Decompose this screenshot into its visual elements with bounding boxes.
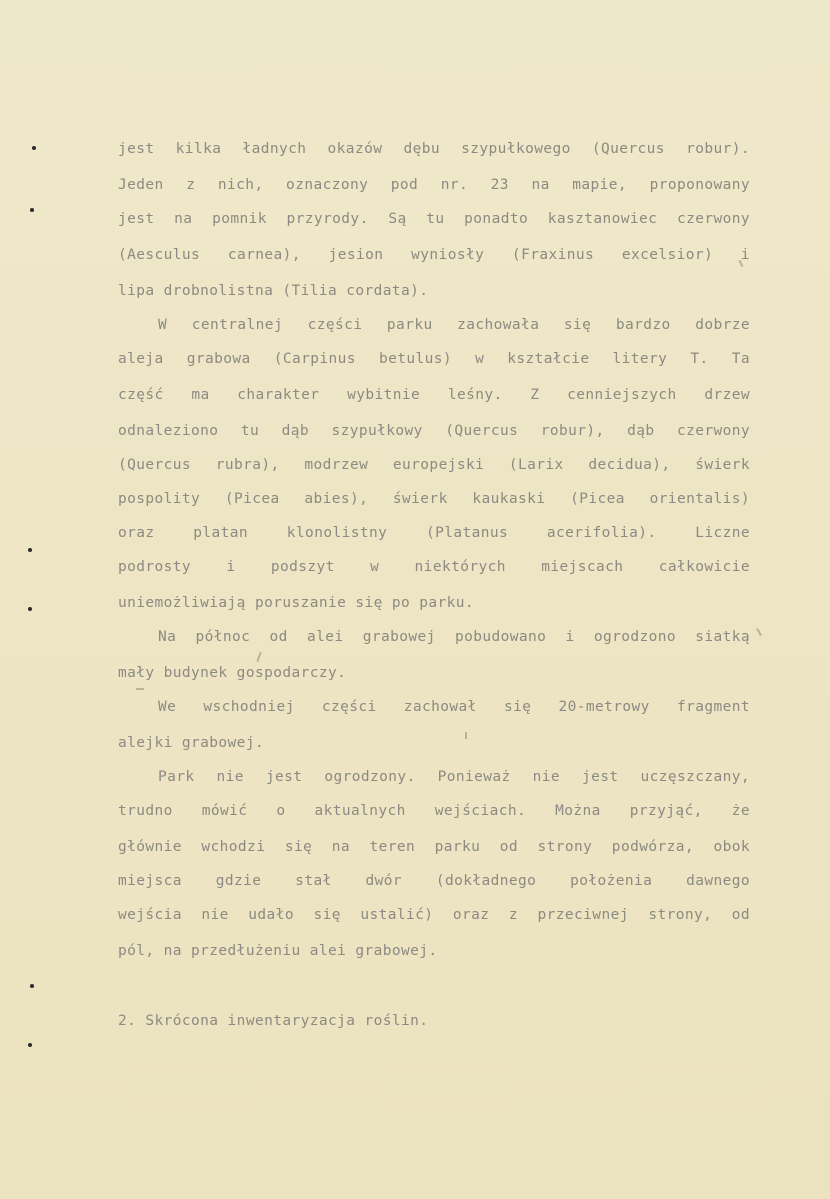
text-line: odnaleziono tu dąb szypułkowy (Quercus robur), dąb czerwony bbox=[118, 423, 750, 439]
text-line: mały budynek gospodarczy. bbox=[118, 665, 347, 681]
text-line: We wschodniej części zachował się 20-metrowy fragment bbox=[158, 699, 750, 715]
text-line: wejścia nie udało się ustalić) oraz z przeciwnej strony, od bbox=[118, 907, 750, 923]
binder-hole-mark bbox=[30, 208, 34, 212]
text-line: (Aesculus carnea), jesion wyniosły (Fraxinus excelsior) i bbox=[118, 247, 750, 263]
text-line: Jeden z nich, oznaczony pod nr. 23 na mapie, proponowany bbox=[118, 177, 750, 193]
text-line: uniemożliwiają poruszanie się po parku. bbox=[118, 595, 475, 611]
paper-speck bbox=[136, 688, 144, 690]
text-line: alejki grabowej. bbox=[118, 735, 265, 751]
text-line: pospolity (Picea abies), świerk kaukaski (Picea orientalis) bbox=[118, 491, 750, 507]
text-line: (Quercus rubra), modrzew europejski (Larix decidua), świerk bbox=[118, 457, 750, 473]
text-line: jest kilka ładnych okazów dębu szypułkowego (Quercus robur). bbox=[118, 141, 750, 157]
binder-hole-mark bbox=[28, 1043, 32, 1047]
text-line: część ma charakter wybitnie leśny. Z cenniejszych drzew bbox=[118, 387, 750, 403]
text-line: aleja grabowa (Carpinus betulus) w kształcie litery T. Ta bbox=[118, 351, 750, 367]
binder-hole-mark bbox=[32, 146, 36, 150]
text-line: miejsca gdzie stał dwór (dokładnego położenia dawnego bbox=[118, 873, 750, 889]
text-line: oraz platan klonolistny (Platanus acerifolia). Liczne bbox=[118, 525, 750, 541]
binder-hole-mark bbox=[28, 607, 32, 611]
text-line: pól, na przedłużeniu alei grabowej. bbox=[118, 943, 438, 959]
text-line: Park nie jest ogrodzony. Ponieważ nie jest uczęszczany, bbox=[158, 769, 750, 785]
binder-hole-mark bbox=[30, 984, 34, 988]
text-line: Na północ od alei grabowej pobudowano i ogrodzono siatką bbox=[158, 629, 750, 645]
text-line: jest na pomnik przyrody. Są tu ponadto kasztanowiec czerwony bbox=[118, 211, 750, 227]
text-line: W centralnej części parku zachowała się bardzo dobrze bbox=[158, 317, 750, 333]
text-line: głównie wchodzi się na teren parku od strony podwórza, obok bbox=[118, 839, 750, 855]
paper-speck bbox=[756, 628, 762, 636]
binder-hole-mark bbox=[28, 548, 32, 552]
text-line: lipa drobnolistna (Tilia cordata). bbox=[118, 283, 429, 299]
section-heading: 2. Skrócona inwentaryzacja roślin. bbox=[118, 1013, 429, 1029]
text-line: podrosty i podszyt w niektórych miejscach całkowicie bbox=[118, 559, 750, 575]
paper-speck bbox=[256, 652, 261, 662]
text-line: trudno mówić o aktualnych wejściach. Można przyjąć, że bbox=[118, 803, 750, 819]
